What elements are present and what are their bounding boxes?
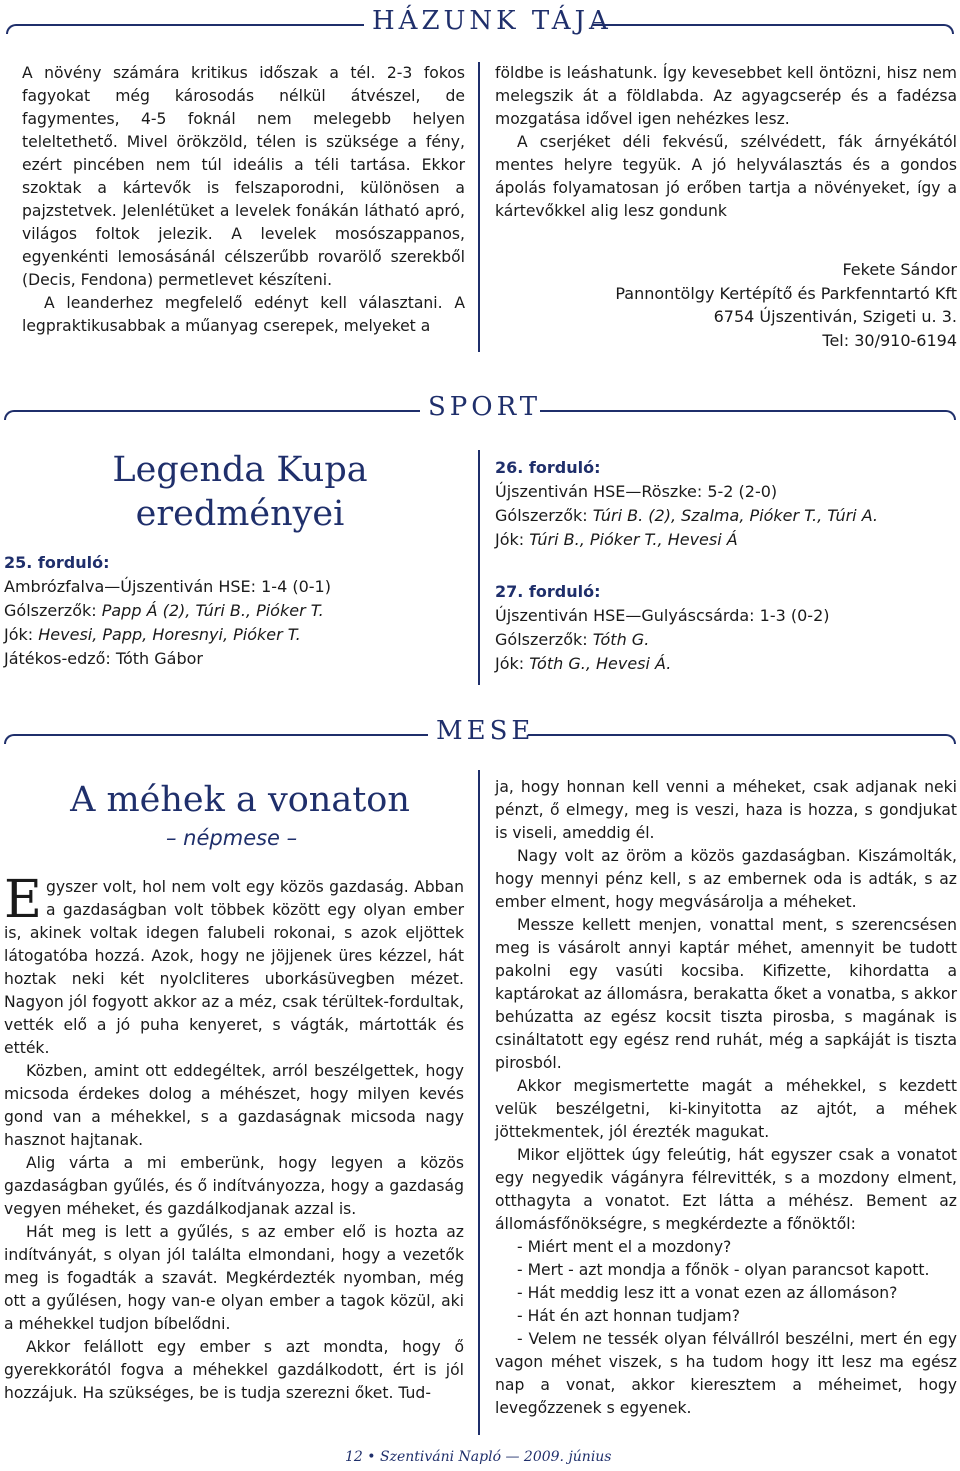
tale-paragraph: Nagy volt az öröm a közös gazdaságban. Kiszámolták, hogy mennyi pénz kell, s az embernek oda is adták, s az ember elment, hogy megvásárolja a méheket.: [495, 847, 957, 911]
dialogue-line: - Mert - azt mondja a főnök - olyan parancsot kapott.: [517, 1261, 930, 1279]
round-26-label: 26. forduló:: [495, 458, 601, 477]
tale-paragraph: Alig várta a mi emberünk, hogy legyen a közös gazdaságban gyűlés, és ő indítványozza, hogy a gazdaság vegyen méheket, és gazdálkodjanak azzal is.: [4, 1154, 464, 1218]
company-name: Pannontölgy Kertépítő és Parkfenntartó Kft: [615, 283, 957, 303]
round-25-scorers: [4, 599, 474, 623]
garden-paragraph: A leanderhez megfelelő edényt kell választani. A legpraktikusabbak a műanyag cserepek, melyeket a: [22, 294, 465, 335]
round-25-coach: Játékos-edző: Tóth Gábor: [4, 649, 203, 668]
section-title-mese: MESE: [428, 716, 542, 746]
round-26-good: [495, 528, 955, 552]
dialogue-line: - Miért ment el a mozdony?: [517, 1238, 732, 1256]
scorers-label: Gólszerzők:: [495, 506, 593, 525]
tale-paragraph: Mikor eljöttek úgy feleútig, hát egyszer csak a vonatot egy negyedik vágányra félrevitték, s a mozdony elment, otthagyta a vonatot. Ezt látta a méhész. Bement az állomásfőnökségre, s megkérdezte a főnöktől:: [495, 1146, 957, 1233]
round-26-block: [495, 456, 955, 552]
header-rule-left: [6, 24, 366, 34]
column-divider: [478, 62, 480, 352]
dialogue-line: - Hát én azt honnan tudjam?: [517, 1307, 741, 1325]
tale-paragraph: Akkor megismertette magát a méhekkel, s kezdett velük beszélgetni, ki-kinyitotta az ajtót, a méhek jöttekmentek, jól érezték magukat.: [495, 1077, 957, 1141]
round-26-match: Újszentiván HSE—Röszke: 5-2 (2-0): [495, 482, 778, 501]
round-25-good: [4, 623, 474, 647]
good-value: Tóth G., Hevesi Á.: [529, 654, 672, 673]
company-phone: Tel: 30/910-6194: [822, 330, 957, 350]
round-25-label: 25. forduló:: [4, 553, 110, 572]
good-label: Jók:: [495, 654, 530, 673]
header-rule-left: [4, 410, 428, 420]
tale-paragraph: Akkor felállott egy ember s azt mondta, hogy ő gyerekkorától fogva a méhekkel gazdálkodott, ért is jól hozzájuk. Ha szükséges, be is tudja szerezni őket. Tud-: [4, 1338, 464, 1402]
round-27-scorers: [495, 628, 955, 652]
tale-paragraph-text: gyszer volt, hol nem volt egy közös gazdaság. Abban a gazdaságban volt többek között egy olyan ember is, akinek voltak idegen falubeli rokonai, s azok eljöttek látogatóba hozzá. Azok, hogy ne jöjjenek üres kézzel, hát hoztak neki két nyolcliteres uborkásüvegben mézet. Nagyon jól fogyott akkor az a méz, csak térültek-fordultak, vették elő a jó puha kenyeret, s vágták, mártották és ették.: [4, 878, 464, 1057]
round-25-block: [4, 551, 474, 671]
author-name: Fekete Sándor: [842, 260, 957, 279]
company-address: 6754 Újszentiván, Szigeti u. 3.: [713, 307, 957, 326]
sport-title-line: Legenda Kupa: [112, 450, 368, 490]
tale-paragraph: ja, hogy honnan kell venni a méheket, csak adjanak neki pénzt, ő elmegy, meg is veszi, haza is hozza, s gondjukat is viseli, ameddig él.: [495, 778, 957, 842]
section-title-hazunk-taja: HÁZUNK TÁJA: [364, 6, 620, 36]
garden-paragraph: földbe is leáshatunk. Így kevesebbet kell öntözni, hisz nem melegszik át a földlabda. Az agyagcserép és a fadézsa mozgatása idővel igen nehézkes lesz.: [495, 64, 957, 128]
dialogue-line: - Hát meddig lesz itt a vonat ezen az állomáson?: [517, 1284, 898, 1302]
round-27-label: 27. forduló:: [495, 582, 601, 601]
garden-right-column: [495, 62, 957, 223]
tale-paragraph: Közben, amint ott eddegéltek, arról beszélgettek, hogy micsoda érdekes dolog a méhészet, hogy milyen kevés gond van a méhekkel, s a gazdaságnak micsoda nagy hasznot hajtanak.: [4, 1062, 464, 1149]
good-label: Jók:: [495, 530, 530, 549]
round-26-scorers: [495, 504, 955, 528]
round-27-match: Újszentiván HSE—Gulyáscsárda: 1-3 (0-2): [495, 606, 830, 625]
sport-title-line: eredményei: [135, 494, 345, 534]
section-header-mese: [0, 716, 960, 756]
tale-title: A méhek a vonaton: [70, 780, 410, 820]
section-header-sport: [0, 392, 960, 432]
good-label: Jók:: [4, 625, 39, 644]
round-25-match: Ambrózfalva—Újszentiván HSE: 1-4 (0-1): [4, 577, 331, 596]
scorers-label: Gólszerzők:: [4, 601, 102, 620]
header-rule-right: [540, 410, 956, 420]
scorers-value: Túri B. (2), Szalma, Pióker T., Túri A.: [592, 506, 879, 525]
section-header-hazunk-taja: [0, 6, 960, 46]
tale-paragraph: [4, 870, 464, 1060]
tale-subtitle: – népmese –: [166, 826, 298, 850]
scorers-value: Tóth G.: [592, 630, 650, 649]
good-value: Hevesi, Papp, Horesnyi, Pióker T.: [38, 625, 301, 644]
good-value: Túri B., Pióker T., Hevesi Á: [529, 530, 738, 549]
sport-title: [110, 448, 370, 536]
tale-paragraph: Messze kellett menjen, vonattal ment, s szerencsésen meg is vásárolt annyi kaptár méhet, amennyit be tudott pakolni egy vasúti kocsiba. Kifizette, kihordatta a kaptárokat az állomásra, berakatta őket a vonatba, s akkor behúzatta az egész kocsit tiszta pirosba, s magának is csináltatott egy egész rend ruhát, még a sapkáját is tiszta pirosból.: [495, 916, 957, 1072]
tale-left-column: [4, 870, 464, 1405]
column-divider: [478, 450, 480, 685]
garden-signature: [495, 258, 957, 352]
tale-right-column: [495, 776, 957, 1420]
drop-cap: E: [4, 870, 42, 930]
garden-left-column: [22, 62, 465, 338]
scorers-label: Gólszerzők:: [495, 630, 593, 649]
garden-paragraph: A növény számára kritikus időszak a tél. 2-3 fokos fagyokat még károsodás nélkül átvészel, de fagymentes, 4-5 foknál nem melegebb helyen teleltethető. Mivel örökzöld, télen is szüksége a fény, ezért pincében nem túl ideális a téli tartása. Ekkor szoktak a kártevők is felszaporodni, különösen a pajzstetvek. Jelenlétüket a levelek fonákán látható apró, világos foltok jelezik. A levelek mosószappanos, egyenkénti lemosásánál célszerűbb rovarölő szerekből (Decis, Fendona) permetlevet készíteni.: [22, 64, 465, 289]
round-27-good: [495, 652, 955, 676]
section-title-sport: SPORT: [420, 392, 549, 422]
header-rule-right: [528, 734, 956, 744]
header-rule-right: [592, 24, 954, 34]
column-divider: [478, 770, 480, 1435]
page-footer: 12 • Szentiváni Napló — 2009. június: [345, 1449, 612, 1465]
tale-paragraph: - Velem ne tessék olyan félvállról beszélni, mert én egy vagon méhet viszek, s ha tudom hogy itt lesz ma egész nap a vonat, akkor kieresztem a méheimet, hogy levegőzzenek s egyenek.: [495, 1330, 957, 1417]
round-27-block: [495, 580, 955, 676]
tale-paragraph: Hát meg is lett a gyűlés, s az ember elő is hozta az indítványát, s olyan jól találta elmondani, hogy a vezetők meg is fogadták a szavát. Megkérdezték nyomban, még ott a gyűlésen, hogy van-e olyan ember a tagok közül, aki a méhekkel tudjon bíbelődni.: [4, 1223, 464, 1333]
garden-paragraph: A cserjéket déli fekvésű, szélvédett, fák árnyékától mentes helyre tegyük. A jó helyválasztás és a gondos ápolás folyamatosan jó erőben tartja a növényeket, így a kártevőkkel alig lesz gondunk: [495, 133, 957, 220]
header-rule-left: [4, 734, 432, 744]
scorers-value: Papp Á (2), Túri B., Pióker T.: [101, 601, 324, 620]
